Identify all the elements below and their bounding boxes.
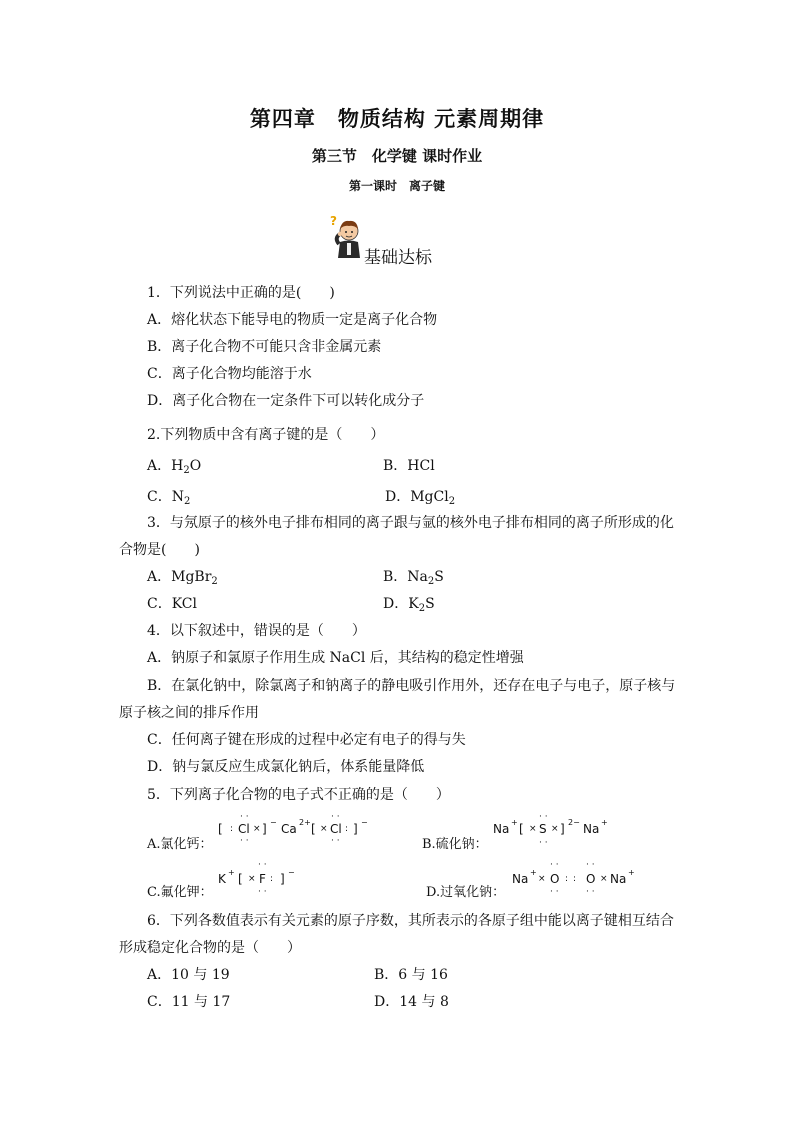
q3-option-d: D．$K_2S$ <box>383 596 435 614</box>
q1-option-b: B．离子化合物不可能只含非金属元素 <box>147 339 382 355</box>
badge-label: 基础达标 <box>364 248 432 268</box>
lesson-title: 第一课时 离子键 <box>348 179 445 193</box>
q5-stem: 5．下列离子化合物的电子式不正确的是（ ） <box>147 787 450 803</box>
q3-option-c: C．KCl <box>147 596 197 612</box>
q2-option-d: D．MgCl$_2$ <box>385 489 456 507</box>
thinking-student-icon <box>330 214 366 264</box>
q3-stem-line1: 3．与氖原子的核外电子排布相同的离子跟与氩的核外电子排布相同的离子所形成的化 <box>147 515 674 531</box>
q4-stem: 4．以下叙述中，错误的是（ ） <box>147 623 366 639</box>
q4-option-d: D．钠与氯反应生成氯化钠后，体系能量降低 <box>147 759 425 775</box>
chapter-title: 第四章 物质结构 元素周期律 <box>249 106 545 131</box>
q3-option-b: B．$Na_2S$ <box>383 569 444 587</box>
worksheet-page: 第四章 物质结构 元素周期律 第三节 化学键 课时作业 第一课时 离子键 ? 基础达标 1．下列说法中正确的是( ) A．熔化状态下能导电的物质一定是离子化合物 B．离子化合物不可能只含非金属元素 C．离子化合物均能溶于水 D．离子化合物在一定条件下可以转化成分子 2.下列物质中含有离子键的是（ ） A．$H_2O$ B．HCl C．$N_2$ D．MgCl$_2$ 3．与氖原子的核外电子排布相同的离子跟与氩的核外电子排布相同的离子所形成的化 合物是( ) A．MgBr$_2$ B．$Na_2S$ C．KCl D．$K_2S$ 4．以下叙述中，错误的是（ ） A．钠原子和氯原子作用生成 NaCl 后，其结构的稳定性增强 B．在氯化钠中，除氯离子和钠离子的静电吸引作用外，还存在电子与电子，原子核与 原子核之间的排斥作用 C．任何离子键在形成的过程中必定有电子的得与失 D．钠与氯反应生成氯化钠后，体系能量降低 5．下列离子化合物的电子式不正确的是（ ） A.氯化钙： · · · · [ : Cl × ] − Ca 2+ [ × Cl : ] − · · · · B.硫化钠： · · Na + [ × S × ] 2− Na + · · C.氟化钾： · · K + [ × F : ] − · · D.过氧化钠： · · · · Na + × O : : O × Na + · · · · 6．下列各数值表示有关元素的原子序数，其所表示的各原子组中能以离子键相互结合 形成稳定化合物的是（ ） A．10 与 19 B．6 与 16 C．11 与 17 D．14 与 8 <box>0 0 794 1123</box>
q3-stem-line2: 合物是( ) <box>119 542 200 558</box>
q6-option-c: C．11 与 17 <box>147 994 231 1010</box>
q6-option-d: D．14 与 8 <box>374 994 449 1010</box>
q5-option-a-label: A.氯化钙： <box>147 837 213 852</box>
q5-option-b-label: B.硫化钠： <box>422 837 488 852</box>
q6-stem-line2: 形成稳定化合物的是（ ） <box>119 940 301 956</box>
q6-option-b: B．6 与 16 <box>374 967 448 983</box>
q4-option-a: A．钠原子和氯原子作用生成 NaCl 后，其结构的稳定性增强 <box>147 650 524 666</box>
q5-option-d-label: D.过氧化钠： <box>426 885 506 900</box>
q2-stem: 2.下列物质中含有离子键的是（ ） <box>147 427 385 443</box>
q2-option-b: B．HCl <box>383 458 435 474</box>
q4-option-c: C．任何离子键在形成的过程中必定有电子的得与失 <box>147 732 466 748</box>
q3-option-a: A．MgBr$_2$ <box>147 569 218 587</box>
q2-option-a: A．$H_2O$ <box>147 458 202 476</box>
q1-option-d: D．离子化合物在一定条件下可以转化成分子 <box>147 393 425 409</box>
svg-text:?: ? <box>330 214 337 228</box>
q4-option-b-line1: B．在氯化钠中，除氯离子和钠离子的静电吸引作用外，还存在电子与电子，原子核与 <box>147 678 676 694</box>
q1-option-c: C．离子化合物均能溶于水 <box>147 366 312 382</box>
q2-option-c: C．$N_2$ <box>147 489 191 507</box>
q1-stem: 1．下列说法中正确的是( ) <box>147 285 335 301</box>
q5-option-c-label: C.氟化钾： <box>147 885 213 900</box>
q6-option-a: A．10 与 19 <box>147 967 230 983</box>
section-title: 第三节 化学键 课时作业 <box>311 147 483 165</box>
q4-option-b-line2: 原子核之间的排斥作用 <box>119 705 259 721</box>
q6-stem-line1: 6．下列各数值表示有关元素的原子序数，其所表示的各原子组中能以离子键相互结合 <box>147 913 674 929</box>
q1-option-a: A．熔化状态下能导电的物质一定是离子化合物 <box>147 312 438 328</box>
